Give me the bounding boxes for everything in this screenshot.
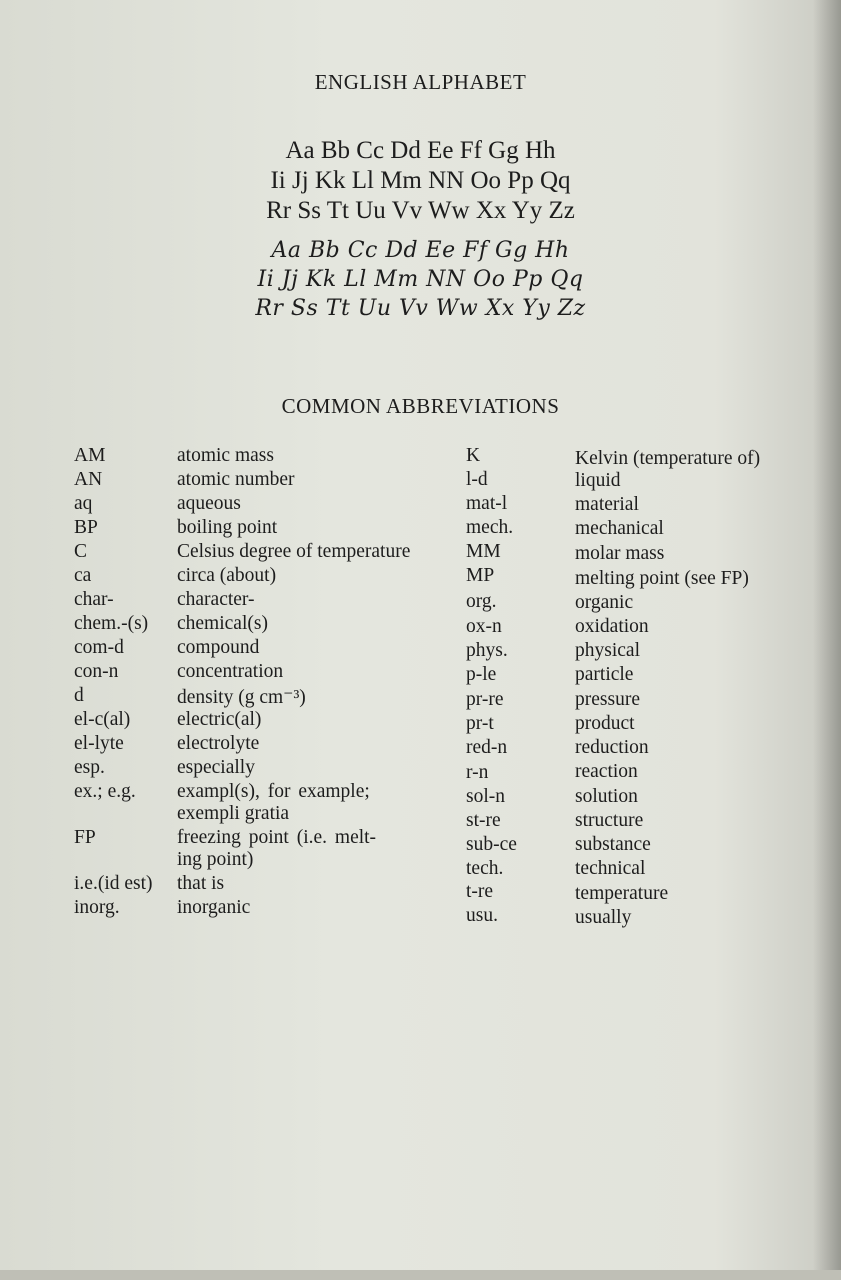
abbr-inorg: inorg. (74, 897, 120, 918)
abbr-C: C (74, 541, 88, 562)
abbr-d: d (74, 685, 84, 706)
def-pr-t: product (575, 713, 635, 734)
def-ie: that is (177, 873, 225, 894)
def-AN: atomic number (177, 469, 295, 490)
abbr-FP: FP (74, 827, 96, 848)
abbr-MP: MP (466, 565, 495, 586)
abbr-org: org. (466, 591, 497, 612)
def-t-re: temperature (575, 883, 669, 904)
abbr-el-lyte: el-lyte (74, 733, 124, 754)
abbr-aq: aq (74, 493, 93, 514)
abbr-mat-l: mat-l (466, 493, 508, 514)
abbr-pr-t: pr-t (466, 713, 494, 734)
def-AM: atomic mass (177, 445, 274, 466)
def-inorg: inorganic (177, 897, 251, 918)
def-ca: circa (about) (177, 565, 277, 586)
abbr-ex: ex.; e.g. (74, 781, 136, 802)
def-chem: chemical(s) (177, 613, 268, 634)
def-ex-continued: exempli gratia (177, 803, 290, 824)
abbreviations-title: COMMON ABBREVIATIONS (281, 394, 560, 418)
def-sub-ce: substance (575, 834, 651, 855)
abbr-st-re: st-re (466, 810, 501, 831)
script-alphabet-line-2: Ii Jj Kk Ll Mm NN Oo Pp Qq (257, 267, 584, 292)
def-l-d: liquid (575, 470, 621, 491)
def-ex: exampl(s), for example; (177, 781, 370, 802)
printed-alphabet-line-2: Ii Jj Kk Ll Mm NN Oo Pp Qq (270, 167, 571, 194)
def-org: organic (575, 592, 634, 613)
def-d: density (g cm⁻³) (177, 687, 306, 708)
abbr-t-re: t-re (466, 881, 494, 902)
def-com-d: compound (177, 637, 260, 658)
abbr-r-n: r-n (466, 762, 489, 783)
page-bottom-edge (0, 1270, 841, 1280)
abbr-ie: i.e.(id est) (74, 873, 153, 894)
abbr-char: char- (74, 589, 114, 610)
def-mat-l: material (575, 494, 639, 515)
abbr-MM: MM (466, 541, 501, 562)
def-FP-continued: ing point) (177, 849, 254, 870)
abbr-AM: AM (74, 445, 106, 466)
def-tech: technical (575, 858, 646, 879)
abbr-el-c: el-c(al) (74, 709, 131, 730)
abbr-AN: AN (74, 469, 103, 490)
abbr-con-n: con-n (74, 661, 119, 682)
abbr-l-d: l-d (466, 469, 488, 490)
def-r-n: reaction (575, 761, 638, 782)
abbr-tech: tech. (466, 858, 504, 879)
abbr-phys: phys. (466, 640, 508, 661)
def-p-le: particle (575, 664, 634, 685)
abbr-chem: chem.-(s) (74, 613, 149, 634)
abbr-ca: ca (74, 565, 92, 586)
script-alphabet-line-1: Aa Bb Cc Dd Ee Ff Gg Hh (271, 238, 570, 263)
abbr-sub-ce: sub-ce (466, 834, 517, 855)
printed-alphabet-line-1: Aa Bb Cc Dd Ee Ff Gg Hh (285, 137, 556, 164)
abbr-pr-re: pr-re (466, 689, 504, 710)
def-K: Kelvin (temperature of) (575, 448, 761, 469)
def-phys: physical (575, 640, 640, 661)
def-char: character- (177, 589, 255, 610)
abbr-esp: esp. (74, 757, 105, 778)
def-ox-n: oxidation (575, 616, 649, 637)
page-edge-shadow (813, 0, 841, 1280)
def-red-n: reduction (575, 737, 649, 758)
def-FP: freezing point (i.e. melt- (177, 827, 377, 848)
script-alphabet-line-3: Rr Ss Tt Uu Vv Ww Xx Yy Zz (255, 296, 586, 321)
abbr-sol-n: sol-n (466, 786, 505, 807)
def-aq: aqueous (177, 493, 241, 514)
def-el-c: electric(al) (177, 709, 262, 730)
abbr-com-d: com-d (74, 637, 124, 658)
def-sol-n: solution (575, 786, 638, 807)
abbr-usu: usu. (466, 905, 498, 926)
printed-alphabet-line-3: Rr Ss Tt Uu Vv Ww Xx Yy Zz (266, 197, 575, 224)
def-mech: mechanical (575, 518, 664, 539)
def-st-re: structure (575, 810, 644, 831)
def-MP: melting point (see FP) (575, 568, 749, 589)
def-BP: boiling point (177, 517, 278, 538)
def-con-n: concentration (177, 661, 284, 682)
abbr-mech: mech. (466, 517, 514, 538)
abbr-red-n: red-n (466, 737, 508, 758)
abbr-p-le: p-le (466, 664, 497, 685)
def-pr-re: pressure (575, 689, 640, 710)
abbr-ox-n: ox-n (466, 616, 502, 637)
def-usu: usually (575, 907, 632, 928)
def-el-lyte: electrolyte (177, 733, 260, 754)
alphabet-title: ENGLISH ALPHABET (314, 70, 527, 94)
abbr-BP: BP (74, 517, 98, 538)
abbr-K: K (466, 445, 481, 466)
def-esp: especially (177, 757, 255, 778)
def-MM: molar mass (575, 543, 665, 564)
def-C: Celsius degree of temperature (177, 541, 411, 562)
